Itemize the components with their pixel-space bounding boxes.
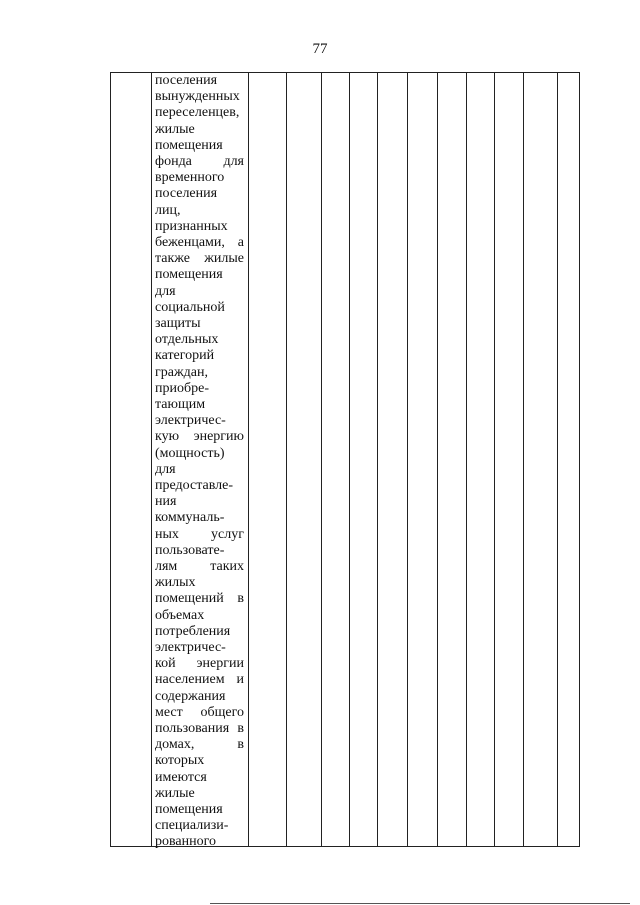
cell-text-line: (мощность) xyxy=(155,445,225,461)
cell-text-line: помещения xyxy=(155,137,223,153)
cell-text-line: приобре- xyxy=(155,380,209,396)
column-divider xyxy=(248,73,249,846)
column-divider xyxy=(349,73,350,846)
cell-text-line: кой энергии xyxy=(155,656,244,672)
cell-text-line: электричес- xyxy=(155,413,226,429)
table-cell-text xyxy=(155,73,244,851)
cell-text-line: населением и xyxy=(155,672,244,688)
cell-text-line: переселенцев, xyxy=(155,105,240,121)
cell-text-line: отдельных xyxy=(155,332,219,348)
cell-text-line: специализи- xyxy=(155,818,229,834)
page-number: 77 xyxy=(312,41,328,57)
column-divider xyxy=(437,73,438,846)
cell-text-line: также жилые xyxy=(155,251,244,267)
cell-text-line: мест общего xyxy=(155,704,244,720)
column-divider xyxy=(557,73,558,846)
cell-text-line: помещений в xyxy=(155,591,244,607)
cell-text-line: социальной xyxy=(155,299,225,315)
cell-text-line: защиты xyxy=(155,316,201,331)
column-divider xyxy=(494,73,495,846)
cell-text-line: для xyxy=(155,461,176,477)
cell-text-line: фонда для xyxy=(155,154,244,170)
column-divider xyxy=(523,73,524,846)
cell-text-line: домах, в xyxy=(155,737,244,753)
cell-text-line: граждан, xyxy=(155,364,208,380)
cell-text-line: коммуналь- xyxy=(155,510,225,526)
cell-text-line: ных услуг xyxy=(155,526,244,542)
cell-text-line: предоставле- xyxy=(155,478,233,494)
cell-text-line: вынужденных xyxy=(155,89,240,105)
cell-text-line: помещения xyxy=(155,267,223,283)
cell-text-line: лиц, xyxy=(155,202,181,218)
cell-text-line: потребления xyxy=(155,623,231,639)
cell-text-line: помещения xyxy=(155,801,223,817)
cell-text-line: пользовате- xyxy=(155,542,225,558)
column-divider xyxy=(377,73,378,846)
column-divider xyxy=(407,73,408,846)
cell-text-line: ния xyxy=(155,494,177,510)
cell-text-line: жилые xyxy=(155,785,195,801)
cell-text-line: жилые xyxy=(155,121,195,137)
cell-text-line: жилых xyxy=(155,575,196,591)
scan-edge-line xyxy=(210,903,630,904)
cell-text-line: поселения xyxy=(155,186,218,202)
cell-text-line: объемах xyxy=(155,607,205,623)
cell-text-line: поселения xyxy=(155,73,218,88)
cell-text-line: содержания xyxy=(155,688,226,704)
cell-text-line: которых xyxy=(155,753,205,769)
cell-text-line: для xyxy=(155,283,176,299)
cell-text-line: временного xyxy=(155,170,225,186)
cell-text-line: имеются xyxy=(155,769,207,785)
cell-text-line: лям таких xyxy=(155,559,244,575)
cell-text-line: тающим xyxy=(155,397,206,413)
cell-text-line: беженцами, а xyxy=(155,235,244,251)
cell-text-line: кую энергию xyxy=(155,429,244,445)
cell-text-line: категорий xyxy=(155,348,215,364)
cell-text-line: пользования в xyxy=(155,720,244,736)
cell-text-line: рованного xyxy=(155,834,217,850)
cell-text-line: признанных xyxy=(155,218,228,234)
column-divider xyxy=(286,73,287,846)
column-divider xyxy=(151,73,152,846)
column-divider xyxy=(321,73,322,846)
column-divider xyxy=(466,73,467,846)
cell-text-line: электричес- xyxy=(155,640,226,655)
